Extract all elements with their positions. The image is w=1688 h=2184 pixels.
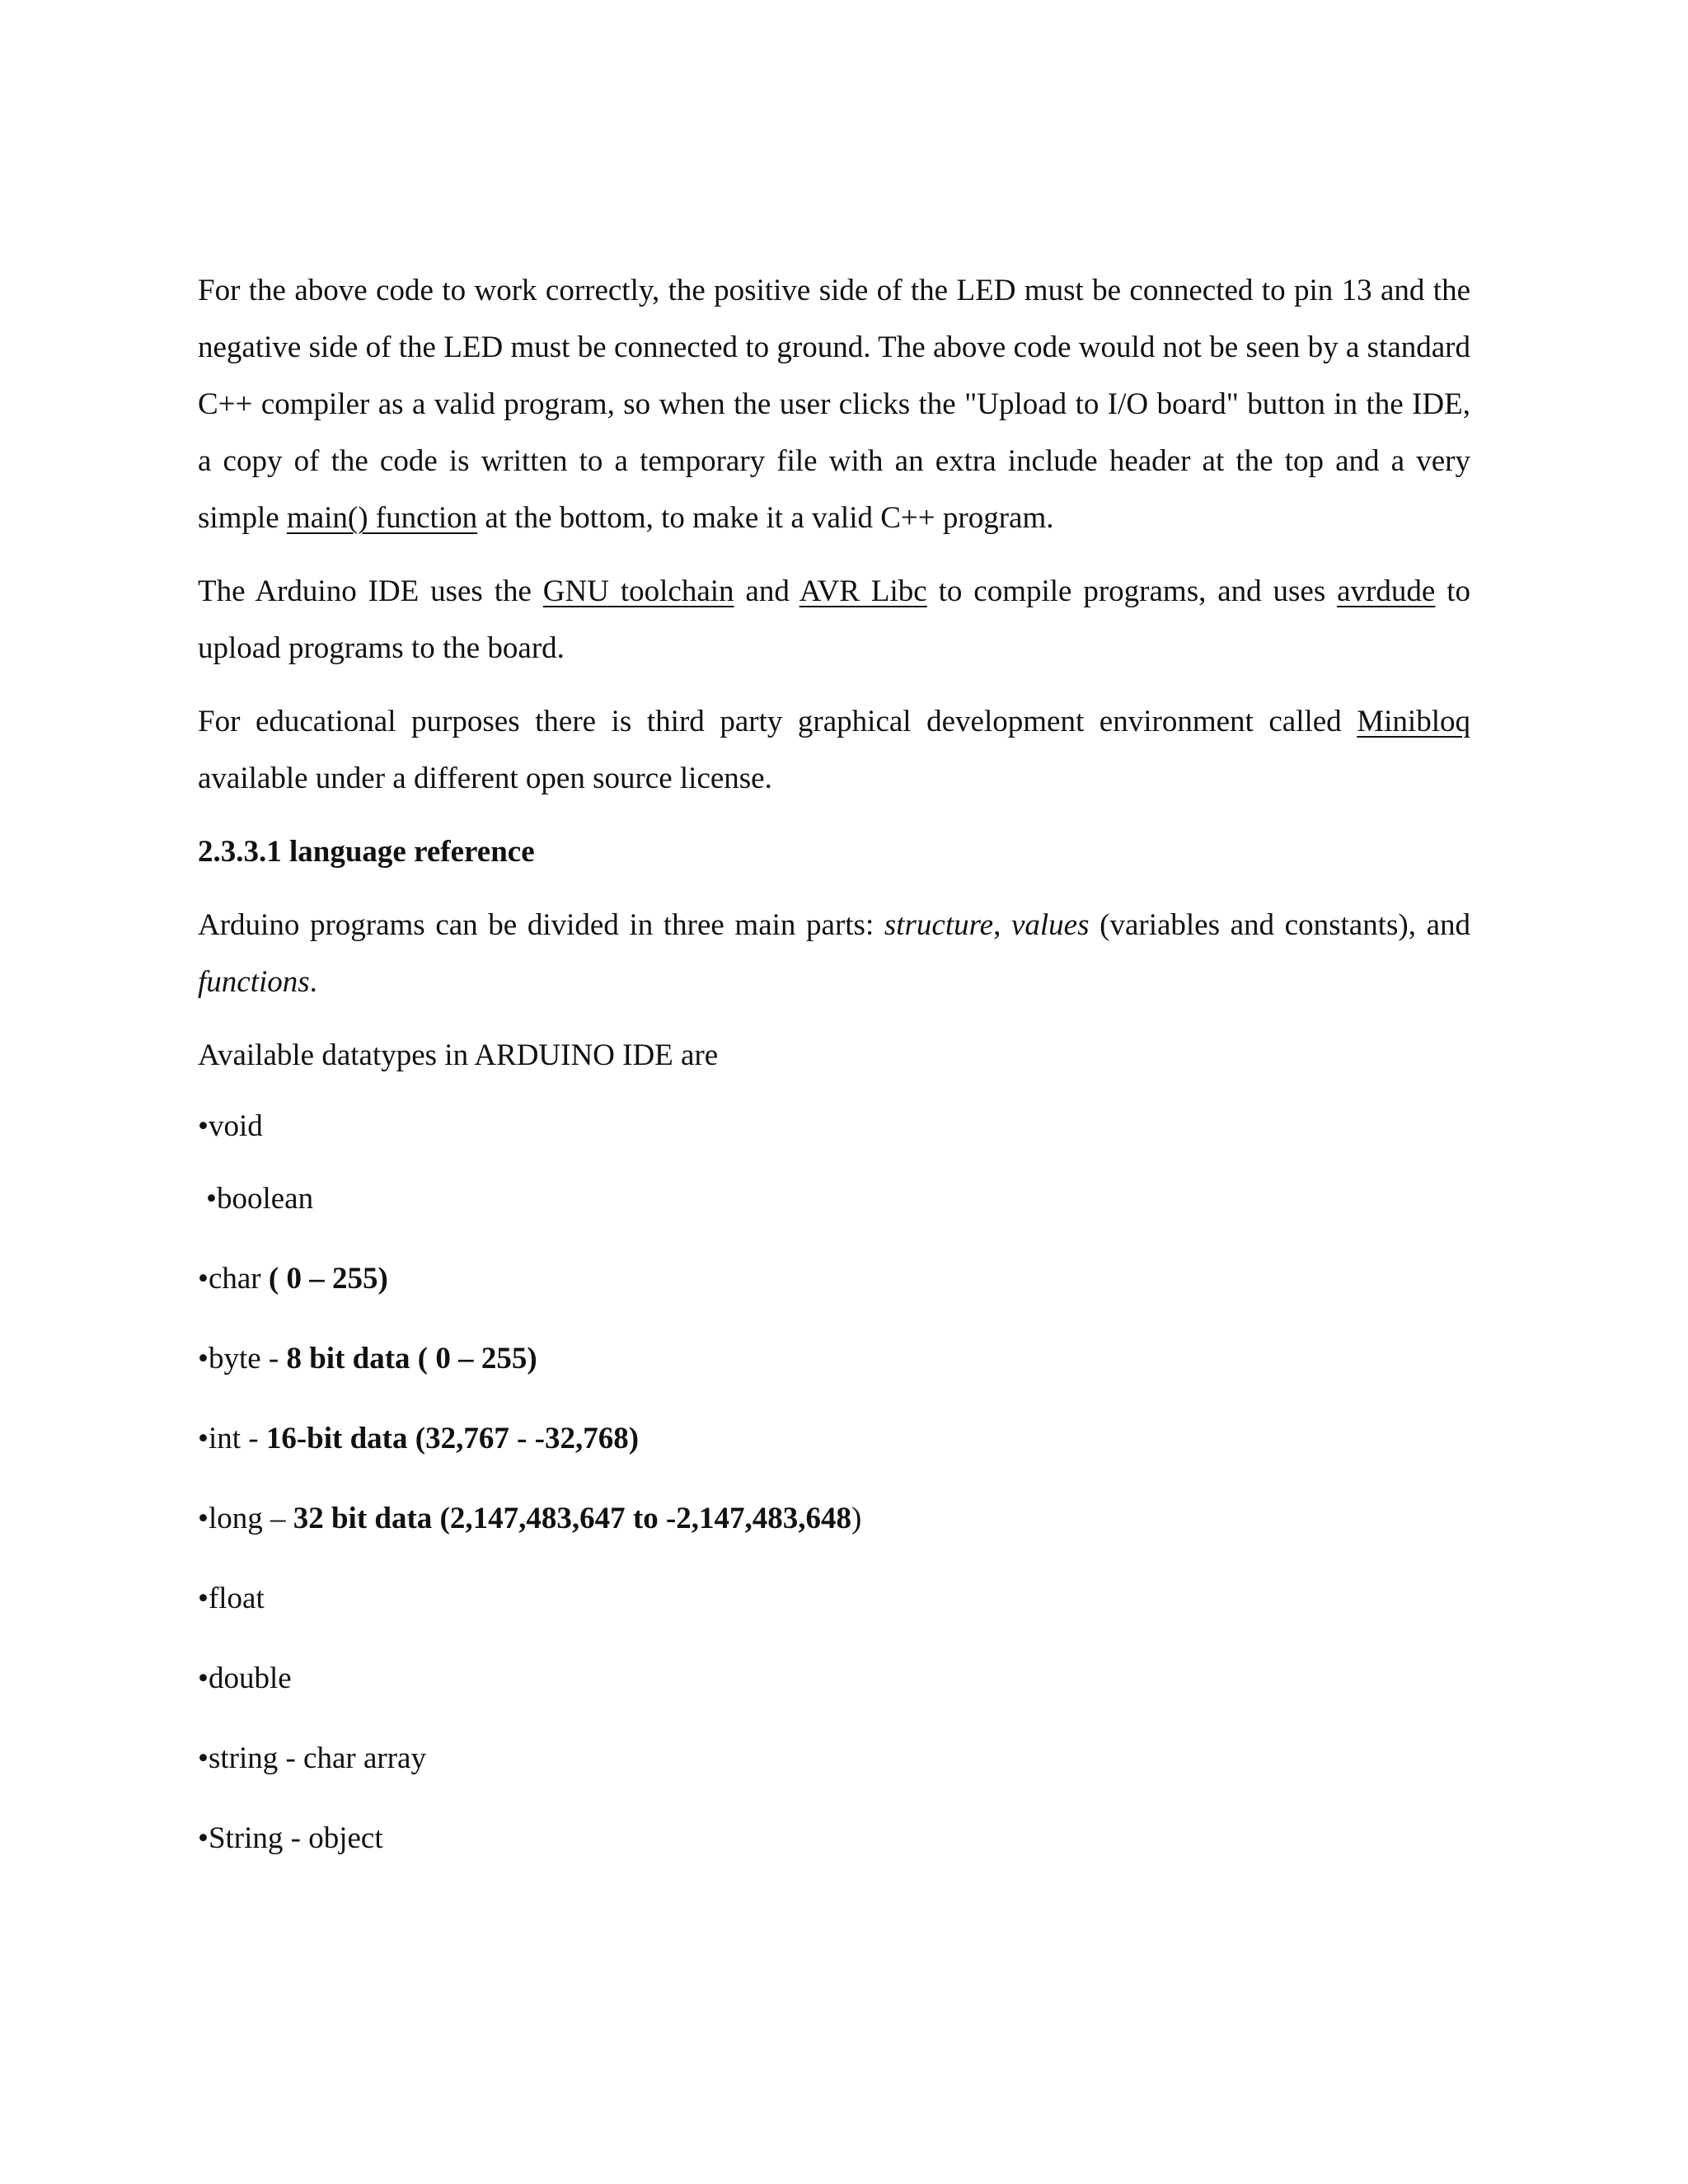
list-item-label: •long – <box>198 1502 293 1535</box>
list-item-detail: 32 bit data (2,147,483,647 to -2,147,483,648 <box>293 1502 852 1535</box>
list-item-boolean: •boolean <box>206 1182 314 1216</box>
paragraph-text: For educational purposes there is third party graphical development environment called <box>198 705 1357 738</box>
paragraph-text: For the above code to work correctly, the positive side of the LED must be connected to pin 13 and the negative side of the LED must be connected to ground. The above code would not be seen by a standard C++ compiler as a valid program, so when the user clicks the "Upload to I/O board" button in the IDE, a copy of the code is written to a temporary file with an extra include header at the top and a very simple <box>198 274 1470 535</box>
paragraph-program-parts <box>198 897 1470 1010</box>
paragraph-text: The Arduino IDE uses the <box>198 574 543 608</box>
paragraph-text: . <box>309 965 317 999</box>
section-heading: 2.3.3.1 language reference <box>198 835 535 869</box>
list-item-void: •void <box>198 1109 263 1143</box>
paragraph-text: Arduino programs can be divided in three main parts: <box>198 908 884 942</box>
list-item-detail: 16-bit data (32,767 - -32,768) <box>265 1422 640 1455</box>
list-item-char <box>198 1259 1470 1299</box>
paragraph-upload-explanation <box>198 262 1470 546</box>
list-item-int <box>198 1419 1470 1459</box>
avrdude-link[interactable]: avrdude <box>1337 574 1436 608</box>
paragraph-toolchain <box>198 563 1470 677</box>
datatype-list <box>198 1107 1470 1858</box>
list-item-closing: ) <box>851 1502 862 1535</box>
gnu-toolchain-link[interactable]: GNU toolchain <box>542 574 734 608</box>
list-item-detail: 8 bit data ( 0 – 255) <box>286 1342 537 1376</box>
paragraph-educational <box>198 693 1470 807</box>
list-item-label: •int - <box>198 1422 266 1455</box>
list-item-string: •string - char array <box>198 1741 426 1775</box>
datatypes-intro: Available datatypes in ARDUINO IDE are <box>198 1038 719 1072</box>
list-item-byte <box>198 1339 1470 1379</box>
paragraph-text: at the bottom, to make it a valid C++ program. <box>477 501 1054 535</box>
list-item-float: •float <box>198 1582 265 1615</box>
paragraph-text: to upload programs to the board. <box>198 574 1470 665</box>
italic-term-functions: functions <box>198 965 310 999</box>
avr-libc-link[interactable]: AVR Libc <box>799 574 927 608</box>
list-item-label: •char <box>198 1262 269 1296</box>
paragraph-text: to compile programs, and uses <box>926 574 1338 608</box>
paragraph-text: available under a different open source license. <box>198 762 772 795</box>
italic-term-values: values <box>1010 908 1090 942</box>
italic-term-structure: structure <box>884 908 994 942</box>
paragraph-text: , <box>993 908 1011 942</box>
paragraph-text: (variables and constants), and <box>1089 908 1470 942</box>
list-item-double: •double <box>198 1661 292 1695</box>
document-page <box>198 262 1470 1858</box>
main-function-link[interactable]: main() function <box>286 501 478 535</box>
list-item-label: •byte - <box>198 1342 287 1376</box>
list-item-String-object: •String - object <box>198 1821 383 1855</box>
list-item-detail: ( 0 – 255) <box>268 1262 388 1296</box>
list-item-long <box>198 1499 1470 1539</box>
minibloq-link[interactable]: Minibloq <box>1357 705 1470 738</box>
paragraph-text: and <box>734 574 799 608</box>
